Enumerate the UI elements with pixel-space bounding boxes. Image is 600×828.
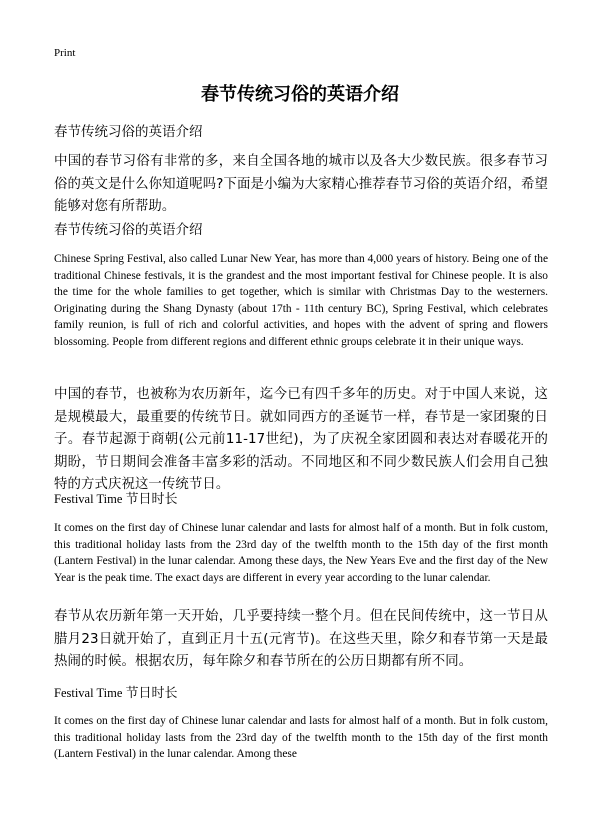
festival-time-en: Festival Time — [54, 686, 123, 700]
paragraph-cn-2: 春节从农历新年第一天开始，几乎要持续一整个月。但在民间传统中，这一节日从腊月23日就开始了，直到正月十五(元宵节)。在这些天里，除夕和春节第一天是最热闹的时候。根据农历，每年除夕和春节所在的公历日期都有所不同。 — [54, 609, 548, 669]
festival-time-heading-2 — [54, 682, 178, 701]
section-heading-1: 春节传统习俗的英语介绍 — [54, 124, 203, 140]
festival-time-cn: 节日时长 — [125, 492, 178, 507]
paragraph-en-2: It comes on the first day of Chinese lunar calendar and lasts for almost half of a month. But in folk custom, this traditional holiday lasts from the 23rd day of the twelfth month to the 15th day of the first month (Lantern Festival) in the lunar calendar. Among these days, the New Years Eve and the first day of the New Year is the peak time. The exact days are different in every year according to the lunar calendar. — [54, 522, 548, 584]
festival-time-heading-1 — [54, 488, 178, 507]
festival-time-cn: 节日时长 — [125, 686, 178, 701]
page-title: 春节传统习俗的英语介绍 — [201, 84, 399, 105]
section-heading-2: 春节传统习俗的英语介绍 — [54, 222, 203, 238]
print-link[interactable]: Print — [54, 47, 76, 59]
paragraph-cn-1: 中国的春节，也被称为农历新年，迄今已有四千多年的历史。对于中国人来说，这是规模最大，最重要的传统节日。就如同西方的圣诞节一样，春节是一家团聚的日子。春节起源于商朝(公元前11-17世纪)，为了庆祝全家团圆和表达对春暖花开的期盼，节日期间会准备丰富多彩的活动。不同地区和不同少数民族人们会用自己独特的方式庆祝这一传统节日。 — [54, 387, 548, 492]
festival-time-en: Festival Time — [54, 492, 123, 506]
paragraph-en-1: Chinese Spring Festival, also called Lunar New Year, has more than 4,000 years of history. Being one of the traditional Chinese festivals, it is the grandest and the most important festival for Chinese people. It is also the time for the whole families to get together, which is similar with Christmas Day to the westerners. Originating during the Shang Dynasty (about 17th - 11th century BC), Spring Festival, which celebrates family reunion, is full of rich and colorful activities, and hopes with the advent of spring and flowers blossoming. People from different regions and different ethnic groups celebrate it in their unique ways. — [54, 253, 548, 348]
paragraph-en-3: It comes on the first day of Chinese lunar calendar and lasts for almost half of a month. But in folk custom, this traditional holiday lasts from the 23rd day of the twelfth month to the 15th day of the first month (Lantern Festival) in the lunar calendar. Among these — [54, 715, 548, 761]
intro-paragraph-cn: 中国的春节习俗有非常的多，来自全国各地的城市以及各大少数民族。很多春节习俗的英文是什么你知道呢吗?下面是小编为大家精心推荐春节习俗的英语介绍，希望能够对您有所帮助。 — [54, 154, 548, 214]
